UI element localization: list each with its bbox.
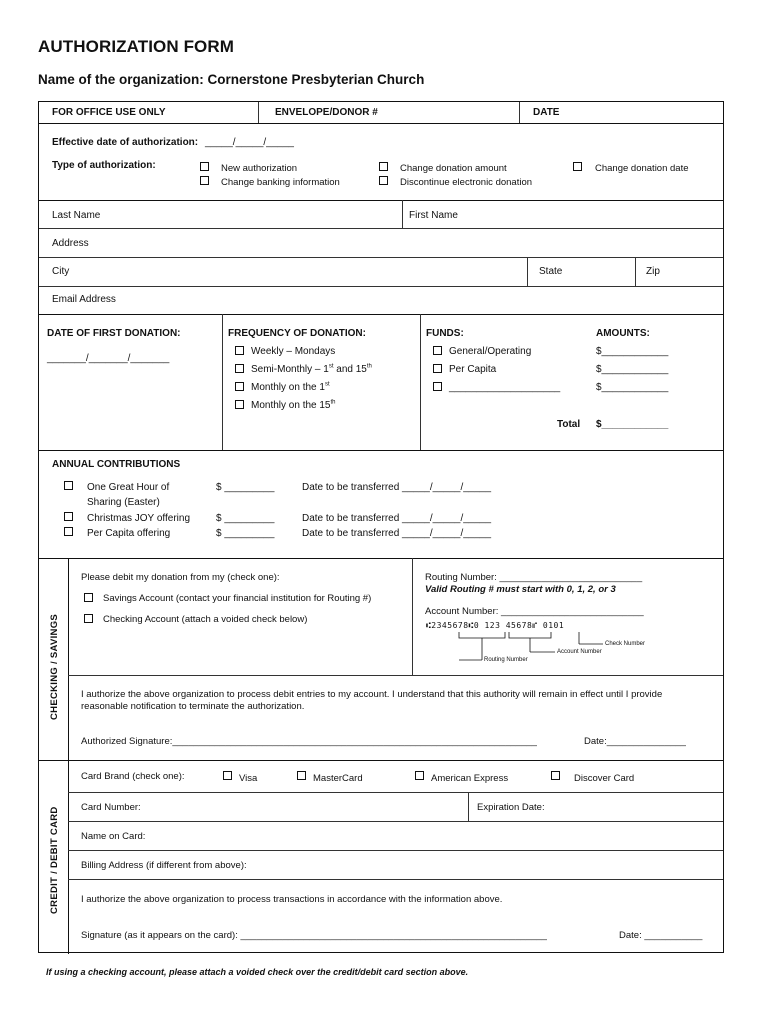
debit-auth-text-1: I authorize the above organization to process debit entries to my account. I understand that this authority will remain in effect until I provide bbox=[81, 689, 663, 700]
annual-amount-1[interactable]: $ _________ bbox=[216, 482, 275, 493]
city-field[interactable]: City bbox=[52, 266, 70, 277]
annual-amount-3[interactable]: $ _________ bbox=[216, 528, 275, 539]
effective-date-label: Effective date of authorization: bbox=[52, 137, 199, 148]
amounts-label: AMOUNTS: bbox=[596, 328, 650, 339]
checkbox-discontinue[interactable] bbox=[379, 176, 388, 185]
annual-ogho-line2: Sharing (Easter) bbox=[87, 497, 160, 508]
funds-label: FUNDS: bbox=[426, 328, 464, 339]
annual-transfer-2[interactable]: Date to be transferred _____/_____/_____ bbox=[302, 513, 492, 524]
office-use-label: FOR OFFICE USE ONLY bbox=[52, 107, 166, 118]
checkbox-ogho[interactable] bbox=[64, 481, 73, 490]
checkbox-per-capita-offering[interactable] bbox=[64, 527, 73, 536]
brand-mastercard: MasterCard bbox=[313, 773, 363, 784]
first-name-field[interactable]: First Name bbox=[409, 210, 458, 221]
card-signature-field[interactable]: Signature (as it appears on the card): __________________________________________________________ bbox=[81, 930, 547, 941]
debit-prompt: Please debit my donation from my (check one): bbox=[81, 572, 280, 583]
annual-joy: Christmas JOY offering bbox=[87, 513, 191, 524]
email-field[interactable]: Email Address bbox=[52, 294, 116, 305]
checkbox-monthly-1st[interactable] bbox=[235, 382, 244, 391]
amount-field-2[interactable]: $____________ bbox=[596, 364, 669, 375]
annual-label: ANNUAL CONTRIBUTIONS bbox=[52, 459, 181, 470]
checkbox-other-fund[interactable] bbox=[433, 382, 442, 391]
address-field[interactable]: Address bbox=[52, 238, 89, 249]
checkbox-joy[interactable] bbox=[64, 512, 73, 521]
annual-transfer-3[interactable]: Date to be transferred _____/_____/_____ bbox=[302, 528, 492, 539]
name-on-card-field[interactable]: Name on Card: bbox=[81, 831, 146, 842]
option-discontinue: Discontinue electronic donation bbox=[400, 177, 533, 188]
freq-semi-monthly: Semi-Monthly – 1st and 15th bbox=[251, 363, 372, 375]
annual-ogho: One Great Hour of bbox=[87, 482, 170, 493]
date-header-label[interactable]: DATE bbox=[533, 107, 560, 118]
option-new-authorization: New authorization bbox=[221, 163, 298, 174]
checkbox-weekly[interactable] bbox=[235, 346, 244, 355]
checkbox-visa[interactable] bbox=[223, 771, 232, 780]
frequency-label: FREQUENCY OF DONATION: bbox=[228, 328, 366, 339]
last-name-field[interactable]: Last Name bbox=[52, 210, 101, 221]
footer-note: If using a checking account, please attach a voided check over the credit/debit card section above. bbox=[46, 967, 469, 977]
first-donation-label: DATE OF FIRST DONATION: bbox=[47, 328, 181, 339]
checkbox-new-authorization[interactable] bbox=[200, 162, 209, 171]
account-field[interactable]: Account Number: ___________________________ bbox=[425, 606, 644, 617]
organization-line: Name of the organization: Cornerstone Presbyterian Church bbox=[38, 72, 425, 87]
debit-date-field[interactable]: Date:_______________ bbox=[584, 736, 686, 747]
first-donation-field[interactable]: _______/_______/_______ bbox=[47, 353, 170, 364]
debit-signature-field[interactable]: Authorized Signature:_____________________________________________________________________ bbox=[81, 736, 537, 747]
checkbox-change-date[interactable] bbox=[573, 162, 582, 171]
routing-note: Valid Routing # must start with 0, 1, 2, or 3 bbox=[425, 584, 616, 595]
total-label: Total bbox=[557, 419, 581, 430]
checkbox-amex[interactable] bbox=[415, 771, 424, 780]
state-field[interactable]: State bbox=[539, 266, 563, 277]
amount-field-3[interactable]: $____________ bbox=[596, 382, 669, 393]
checkbox-per-capita[interactable] bbox=[433, 364, 442, 373]
savings-option: Savings Account (contact your financial institution for Routing #) bbox=[103, 593, 372, 604]
card-auth-text: I authorize the above organization to process transactions in accordance with the information above. bbox=[81, 894, 503, 905]
envelope-label[interactable]: ENVELOPE/DONOR # bbox=[275, 107, 378, 118]
checkbox-semi-monthly[interactable] bbox=[235, 364, 244, 373]
freq-monthly-15th: Monthly on the 15th bbox=[251, 399, 336, 411]
brand-discover: Discover Card bbox=[574, 773, 635, 784]
checkbox-checking[interactable] bbox=[84, 614, 93, 623]
checkbox-mastercard[interactable] bbox=[297, 771, 306, 780]
card-date-field[interactable]: Date: ___________ bbox=[619, 930, 703, 941]
checkbox-general[interactable] bbox=[433, 346, 442, 355]
effective-date-field[interactable]: _____/_____/_____ bbox=[205, 137, 294, 148]
routing-number-caption: Routing Number bbox=[484, 657, 528, 663]
card-side-label: CREDIT / DEBIT CARD bbox=[49, 806, 60, 914]
option-change-banking: Change banking information bbox=[221, 177, 340, 188]
freq-monthly-1st: Monthly on the 1st bbox=[251, 381, 330, 393]
card-brand-label: Card Brand (check one): bbox=[81, 771, 185, 782]
check-number-caption: Check Number bbox=[605, 641, 646, 647]
annual-amount-2[interactable]: $ _________ bbox=[216, 513, 275, 524]
zip-field[interactable]: Zip bbox=[646, 266, 660, 277]
form-title: AUTHORIZATION FORM bbox=[38, 37, 235, 56]
option-change-amount: Change donation amount bbox=[400, 163, 507, 174]
brand-visa: Visa bbox=[239, 773, 258, 784]
checking-option: Checking Account (attach a voided check below) bbox=[103, 614, 308, 625]
annual-transfer-1[interactable]: Date to be transferred _____/_____/_____ bbox=[302, 482, 492, 493]
micr-line: ⑆2345678⑆0 123 45678⑈ 0101 bbox=[426, 621, 565, 630]
option-change-date: Change donation date bbox=[595, 163, 689, 174]
fund-other-field[interactable]: ____________________ bbox=[449, 382, 561, 393]
expiration-field[interactable]: Expiration Date: bbox=[477, 802, 545, 813]
annual-per-capita: Per Capita offering bbox=[87, 528, 171, 539]
checkbox-change-amount[interactable] bbox=[379, 162, 388, 171]
checkbox-change-banking[interactable] bbox=[200, 176, 209, 185]
card-number-field[interactable]: Card Number: bbox=[81, 802, 141, 813]
fund-per-capita: Per Capita bbox=[449, 364, 497, 375]
checking-side-label: CHECKING / SAVINGS bbox=[49, 613, 60, 720]
billing-address-field[interactable]: Billing Address (if different from above): bbox=[81, 860, 247, 871]
routing-field[interactable]: Routing Number: ___________________________ bbox=[425, 572, 643, 583]
amount-field-1[interactable]: $____________ bbox=[596, 346, 669, 357]
debit-auth-text-2: reasonable notification to terminate the authorization. bbox=[81, 701, 305, 712]
brand-amex: American Express bbox=[431, 773, 509, 784]
account-number-caption: Account Number bbox=[557, 649, 602, 655]
fund-general: General/Operating bbox=[449, 346, 532, 357]
checkbox-monthly-15th[interactable] bbox=[235, 400, 244, 409]
checkbox-savings[interactable] bbox=[84, 593, 93, 602]
total-field[interactable]: $____________ bbox=[596, 419, 669, 430]
type-label: Type of authorization: bbox=[52, 160, 156, 171]
checkbox-discover[interactable] bbox=[551, 771, 560, 780]
form-frame bbox=[38, 101, 724, 953]
freq-weekly: Weekly – Mondays bbox=[251, 346, 336, 357]
